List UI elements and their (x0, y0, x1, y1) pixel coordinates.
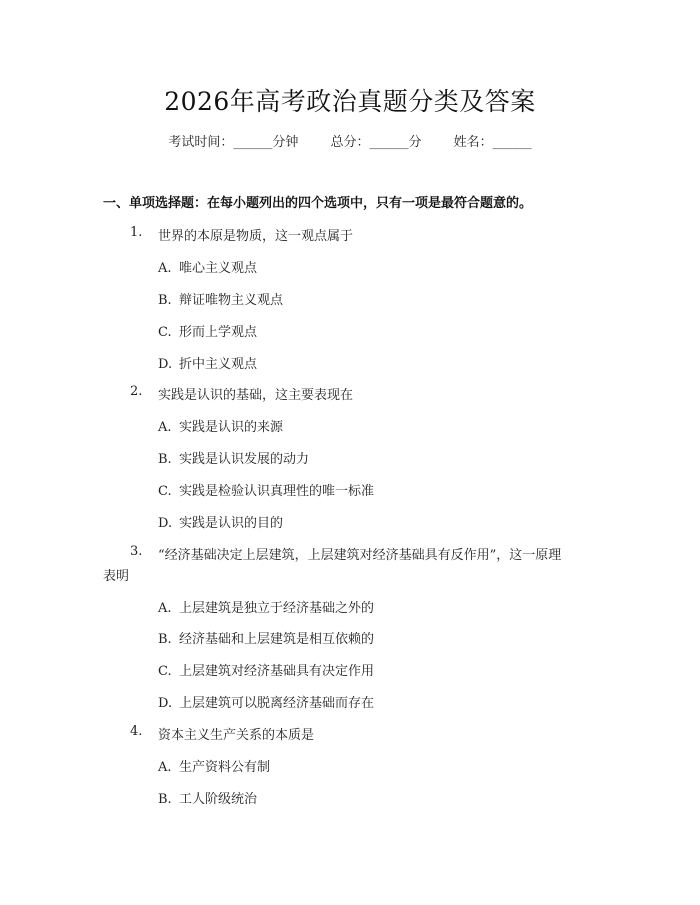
option-text: 上层建筑是独立于经济基础之外的 (179, 601, 375, 616)
option-item (158, 321, 257, 340)
option-item (158, 628, 374, 647)
option-item (158, 448, 309, 467)
question-text: 资本主义生产关系的本质是 (158, 728, 315, 743)
option-item (158, 289, 283, 308)
option-letter: C. (158, 664, 172, 679)
option-letter: C. (158, 484, 172, 499)
question-text-line2: 表明 (103, 569, 130, 584)
option-item (158, 788, 257, 807)
option-letter: A. (158, 420, 172, 435)
name-field: 姓名：______ (453, 135, 532, 150)
option-text: 经济基础和上层建筑是相互依赖的 (179, 632, 375, 647)
option-text: 实践是认识的来源 (179, 420, 284, 435)
option-text: 上层建筑对经济基础具有决定作用 (179, 664, 375, 679)
option-letter: A. (158, 261, 172, 276)
option-letter: B. (158, 792, 172, 807)
option-text: 实践是认识的目的 (179, 516, 284, 531)
question-text-line1: “经济基础决定上层建筑，上层建筑对经济基础具有反作用”，这一原理 (158, 548, 562, 563)
option-text: 折中主义观点 (179, 357, 258, 372)
question-number: 2. (130, 384, 143, 399)
option-text: 辩证唯物主义观点 (179, 293, 284, 308)
option-letter: D. (158, 696, 173, 711)
option-letter: D. (158, 357, 173, 372)
total-score-field: 总分：______分 (330, 135, 422, 150)
option-item (158, 480, 374, 499)
option-text: 工人阶级统治 (179, 792, 258, 807)
option-letter: B. (158, 632, 172, 647)
option-text: 生产资料公有制 (179, 760, 271, 775)
question-text: 世界的本原是物质，这一观点属于 (158, 229, 354, 244)
option-text: 唯心主义观点 (179, 261, 258, 276)
option-text: 实践是检验认识真理性的唯一标准 (179, 484, 375, 499)
option-item (158, 512, 283, 531)
option-item (158, 597, 374, 616)
option-letter: B. (158, 452, 172, 467)
option-text: 上层建筑可以脱离经济基础而存在 (179, 696, 375, 711)
option-item (158, 257, 257, 276)
option-letter: B. (158, 293, 172, 308)
exam-meta-line (0, 131, 700, 150)
section-heading: 一、单项选择题：在每小题列出的四个选项中，只有一项是最符合题意的。 (103, 196, 533, 211)
option-item (158, 692, 374, 711)
option-letter: A. (158, 601, 172, 616)
document-title: 2026年高考政治真题分类及答案 (164, 87, 536, 116)
option-text: 实践是认识发展的动力 (179, 452, 310, 467)
option-letter: C. (158, 325, 172, 340)
option-text: 形而上学观点 (179, 325, 258, 340)
option-letter: D. (158, 516, 173, 531)
option-letter: A. (158, 760, 172, 775)
option-item (158, 660, 374, 679)
question-number: 4. (130, 724, 143, 739)
question-number: 1. (130, 225, 143, 240)
question-number: 3. (130, 544, 143, 559)
exam-time-field: 考试时间：______分钟 (168, 135, 299, 150)
option-item (158, 416, 283, 435)
option-item (158, 353, 257, 372)
option-item (158, 756, 270, 775)
question-text: 实践是认识的基础，这主要表现在 (158, 388, 354, 403)
